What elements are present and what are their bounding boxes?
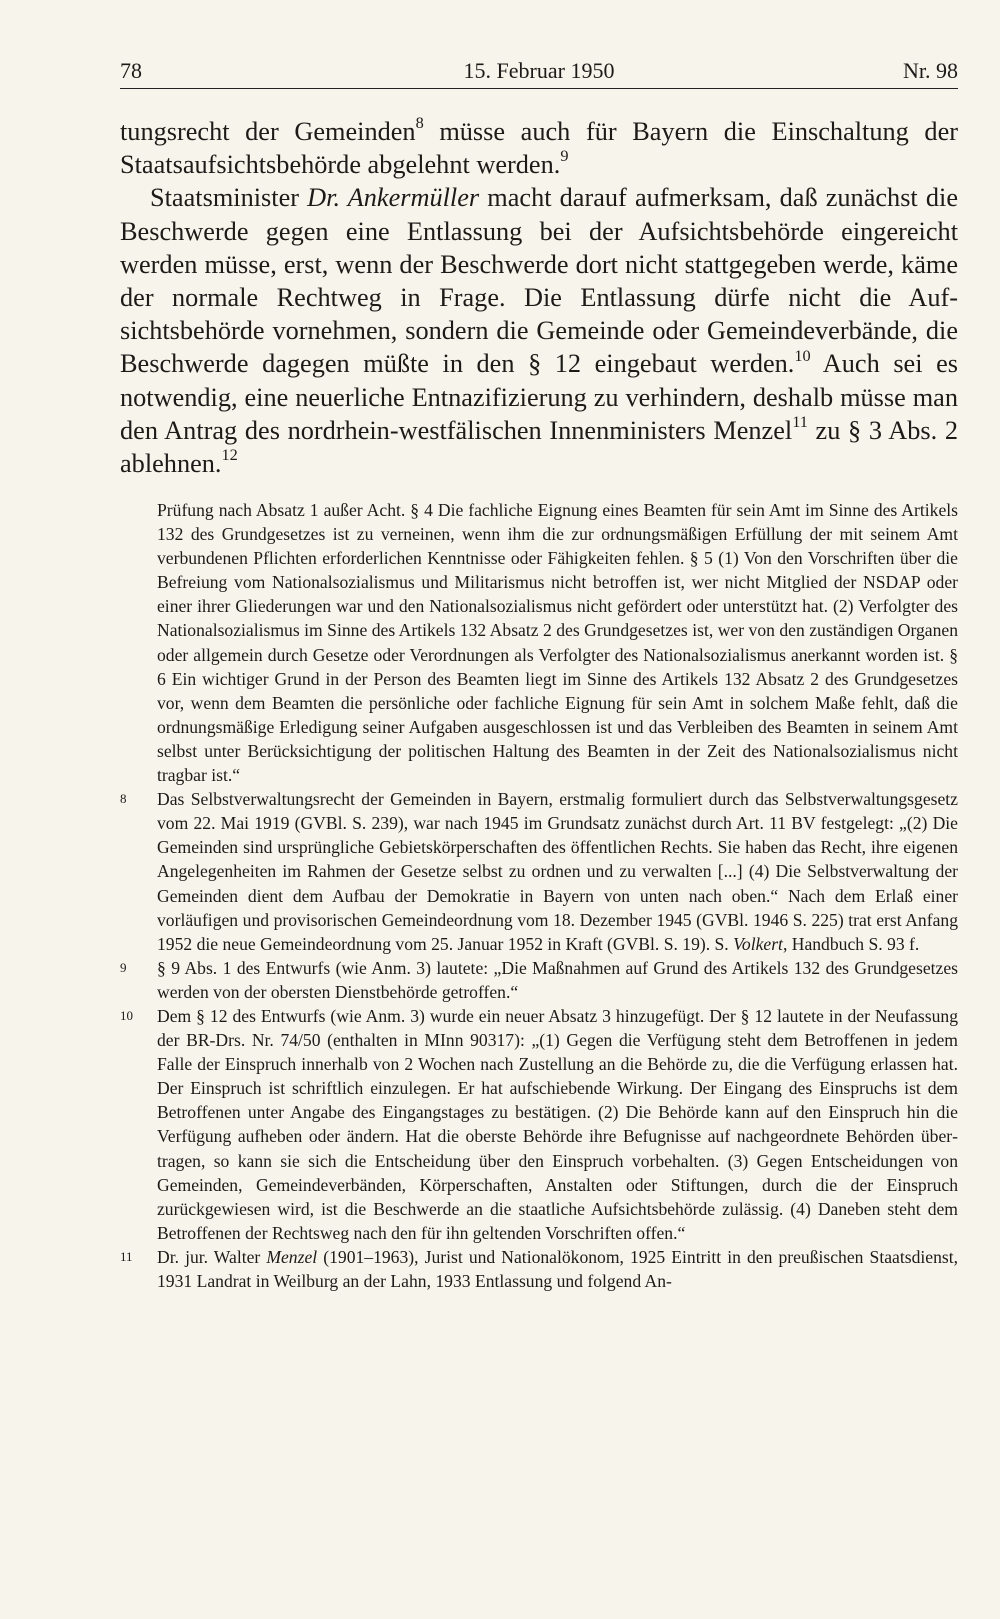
paragraph xyxy=(120,115,958,181)
text-run: zu § 3 Abs. 2 ablehnen. xyxy=(120,415,958,479)
paragraph xyxy=(120,181,958,480)
footnote-11 xyxy=(120,1245,958,1293)
text-run: macht darauf aufmerksam, daß zunächst die Beschwerde gegen eine Entlassung bei der Aufsichtsbehörde eingereicht werden müsse, erst, wenn der Beschwerde dort nicht stattgegeben werde, käme der normale Rechtweg in Frage. Die Entlassung dürfe nicht die Aufsichtsbehörde vornehmen, sondern die Gemeinde oder Gemeindeverbände, die Beschwerde dagegen müßte in den § 12 eingebaut werden. xyxy=(120,183,958,379)
header-rule xyxy=(120,88,958,89)
footnote-number: 9 xyxy=(120,959,127,975)
footnote-ref: 12 xyxy=(221,445,238,465)
footnote-number: 8 xyxy=(120,791,127,807)
text-run: Auch sei es notwendig, eine neuerliche Entnazifizierung zu verhindern, deshalb müsse man den Antrag des nordrhein-westfälischen Innenministers Menzel xyxy=(120,349,958,445)
footnote-ref: 11 xyxy=(792,412,808,432)
footnote-ref: 10 xyxy=(794,345,811,365)
footnote-number: 11 xyxy=(120,1248,133,1264)
footnote-10 xyxy=(120,1004,958,1245)
text-run: tungsrecht der Gemeinden xyxy=(120,117,416,146)
footnote-text: (1901–1963), Jurist und Nationalökonom, 1925 Eintritt in den preußischen Staatsdienst, 1931 Landrat in Weilburg an der Lahn, 1933 Entlassung und folgend An- xyxy=(157,1246,958,1291)
footnote-text: Das Selbstverwaltungsrecht der Gemeinden in Bayern, erstmalig formuliert durch das Selbstverwaltungsgesetz vom 22. Mai 1919 (GVBl. S. 239), war nach 1945 im Grundsatz zunächst durch Art. 11 BV festgelegt: „(2) Die Gemeinden sind ursprüngliche Gebietskörperschaften des öffentlichen Rechts. Sie haben das Recht, ihre eigenen Angelegenheiten im Rahmen der Gesetze selbst zu ordnen und zu verwalten [...] (4) Die Selbstverwaltung der Gemeinden dient dem Aufbau der Demokratie in Bayern von unten nach oben.“ Nach dem Erlaß einer vorläufigen und provisorischen Gemeindeordnung vom 18. Dezember 1945 (GVBl. 1946 S. 225) trat erst Anfang 1952 die neue Gemeindeordnung vom 25. Januar 1952 in Kraft (GVBl. S. 19). S. xyxy=(157,789,958,954)
speaker-name: Dr. Ankermüller xyxy=(307,183,480,213)
footnote-text: , Handbuch S. 93 f. xyxy=(782,933,920,954)
footnotes xyxy=(120,498,958,1293)
page-header xyxy=(120,52,958,88)
page-number: 78 xyxy=(120,58,142,83)
text-run: müsse auch für Bayern die Einschaltung der Staatsaufsichtsbehörde abgelehnt werden. xyxy=(120,117,958,180)
footnote-9 xyxy=(120,956,958,1004)
footnote-text: § 9 Abs. 1 des Entwurfs (wie Anm. 3) lautete: „Die Maßnahmen auf Grund des Artikels 132 des Grundgesetzes werden von der obersten Dienstbehörde getroffen.“ xyxy=(157,957,958,1002)
footnote-continuation xyxy=(120,498,958,787)
footnote-text: Dr. jur. Walter xyxy=(157,1246,267,1267)
footnote-ref: 9 xyxy=(560,146,569,166)
header-date: 15. Februar 1950 xyxy=(463,58,615,83)
footnote-text: Dem § 12 des Entwurfs (wie Anm. 3) wurde ein neuer Absatz 3 hinzugefügt. Der § 12 lautete in der Neufassung der BR-Drs. Nr. 74/50 (enthalten in MInn 90317): „(1) Gegen die Verfügung steht dem Betroffenen in jedem Falle der Einspruch innerhalb von 2 Wochen nach Zustellung an die Behörde zu, die die Verfügung erlassen hat. Der Einspruch ist schriftlich einzulegen. Er hat aufschiebende Wirkung. Der Eingang des Einspruchs ist dem Betroffenen unter Angabe des Eingangstages zu bestätigen. (2) Die Behörde kann auf den Einspruch hin die Verfügung aufheben oder ändern. Hat die oberste Behörde ihre Befugnisse auf nachgeordnete Behörden übertragen, so kann sie sich die Entscheidung über den Einspruch vorbehalten. (3) Gegen Entscheidungen von Gemeinden, Gemeindeverbänden, Körperschaften, Anstalten oder Stiftungen, durch die der Einspruch zurückgewiesen wird, ist die Beschwerde an die staatliche Aufsichtsbehörde zulässig. (4) Daneben steht dem Betroffenen der Rechtsweg nach den für ihn geltenden Vorschriften offen.“ xyxy=(157,1005,958,1243)
footnote-ref: 8 xyxy=(415,113,424,133)
footnote-8 xyxy=(120,787,958,956)
footnote-number: 10 xyxy=(120,1007,133,1023)
text-run: Staatsminister xyxy=(150,183,308,213)
main-text xyxy=(120,115,958,480)
author-name: Volkert xyxy=(733,933,783,954)
person-name: Menzel xyxy=(266,1246,318,1267)
footnote-text: Prüfung nach Absatz 1 außer Acht. § 4 Die fachliche Eignung eines Beamten für sein Amt im Sinne des Artikels 132 des Grundgesetzes ist zu verneinen, wenn ihm die zur ordnungsmäßigen Erfüllung der mit seinem Amt verbundenen Pflichten erforderlichen Kenntnisse oder Fähigkeiten fehlen. § 5 (1) Von den Vorschriften über die Befreiung vom Nationalsozialismus und Militarismus nicht betroffen ist, wer nicht Mitglied der NSDAP oder einer ihrer Gliederungen war und den Nationalsozialismus nicht gefördert oder unterstützt hat. (2) Verfolgter des Nationalsozialismus im Sinne des Artikels 132 Absatz 2 des Grundgesetzes ist, wer von den zuständigen Organen oder allgemein durch Gesetze oder Verordnungen als Verfolgter des Nationalsozialismus anerkannt worden ist. § 6 Ein wichtiger Grund in der Person des Beamten liegt im Sinne des Artikels 132 Absatz 2 des Grundgesetzes vor, wenn dem Beamten die persönliche oder fachliche Eignung für sein Amt in solchem Maße fehlt, daß die ordnungsmäßige Erledigung seiner Aufgaben ausgeschlossen ist und das Verbleiben des Beamten in seinem Amt selbst unter Berücksichtigung der politischen Haltung des Beamten in der Zeit des Nationalsozialismus nicht tragbar ist.“ xyxy=(157,500,958,786)
document-number: Nr. 98 xyxy=(903,58,958,83)
